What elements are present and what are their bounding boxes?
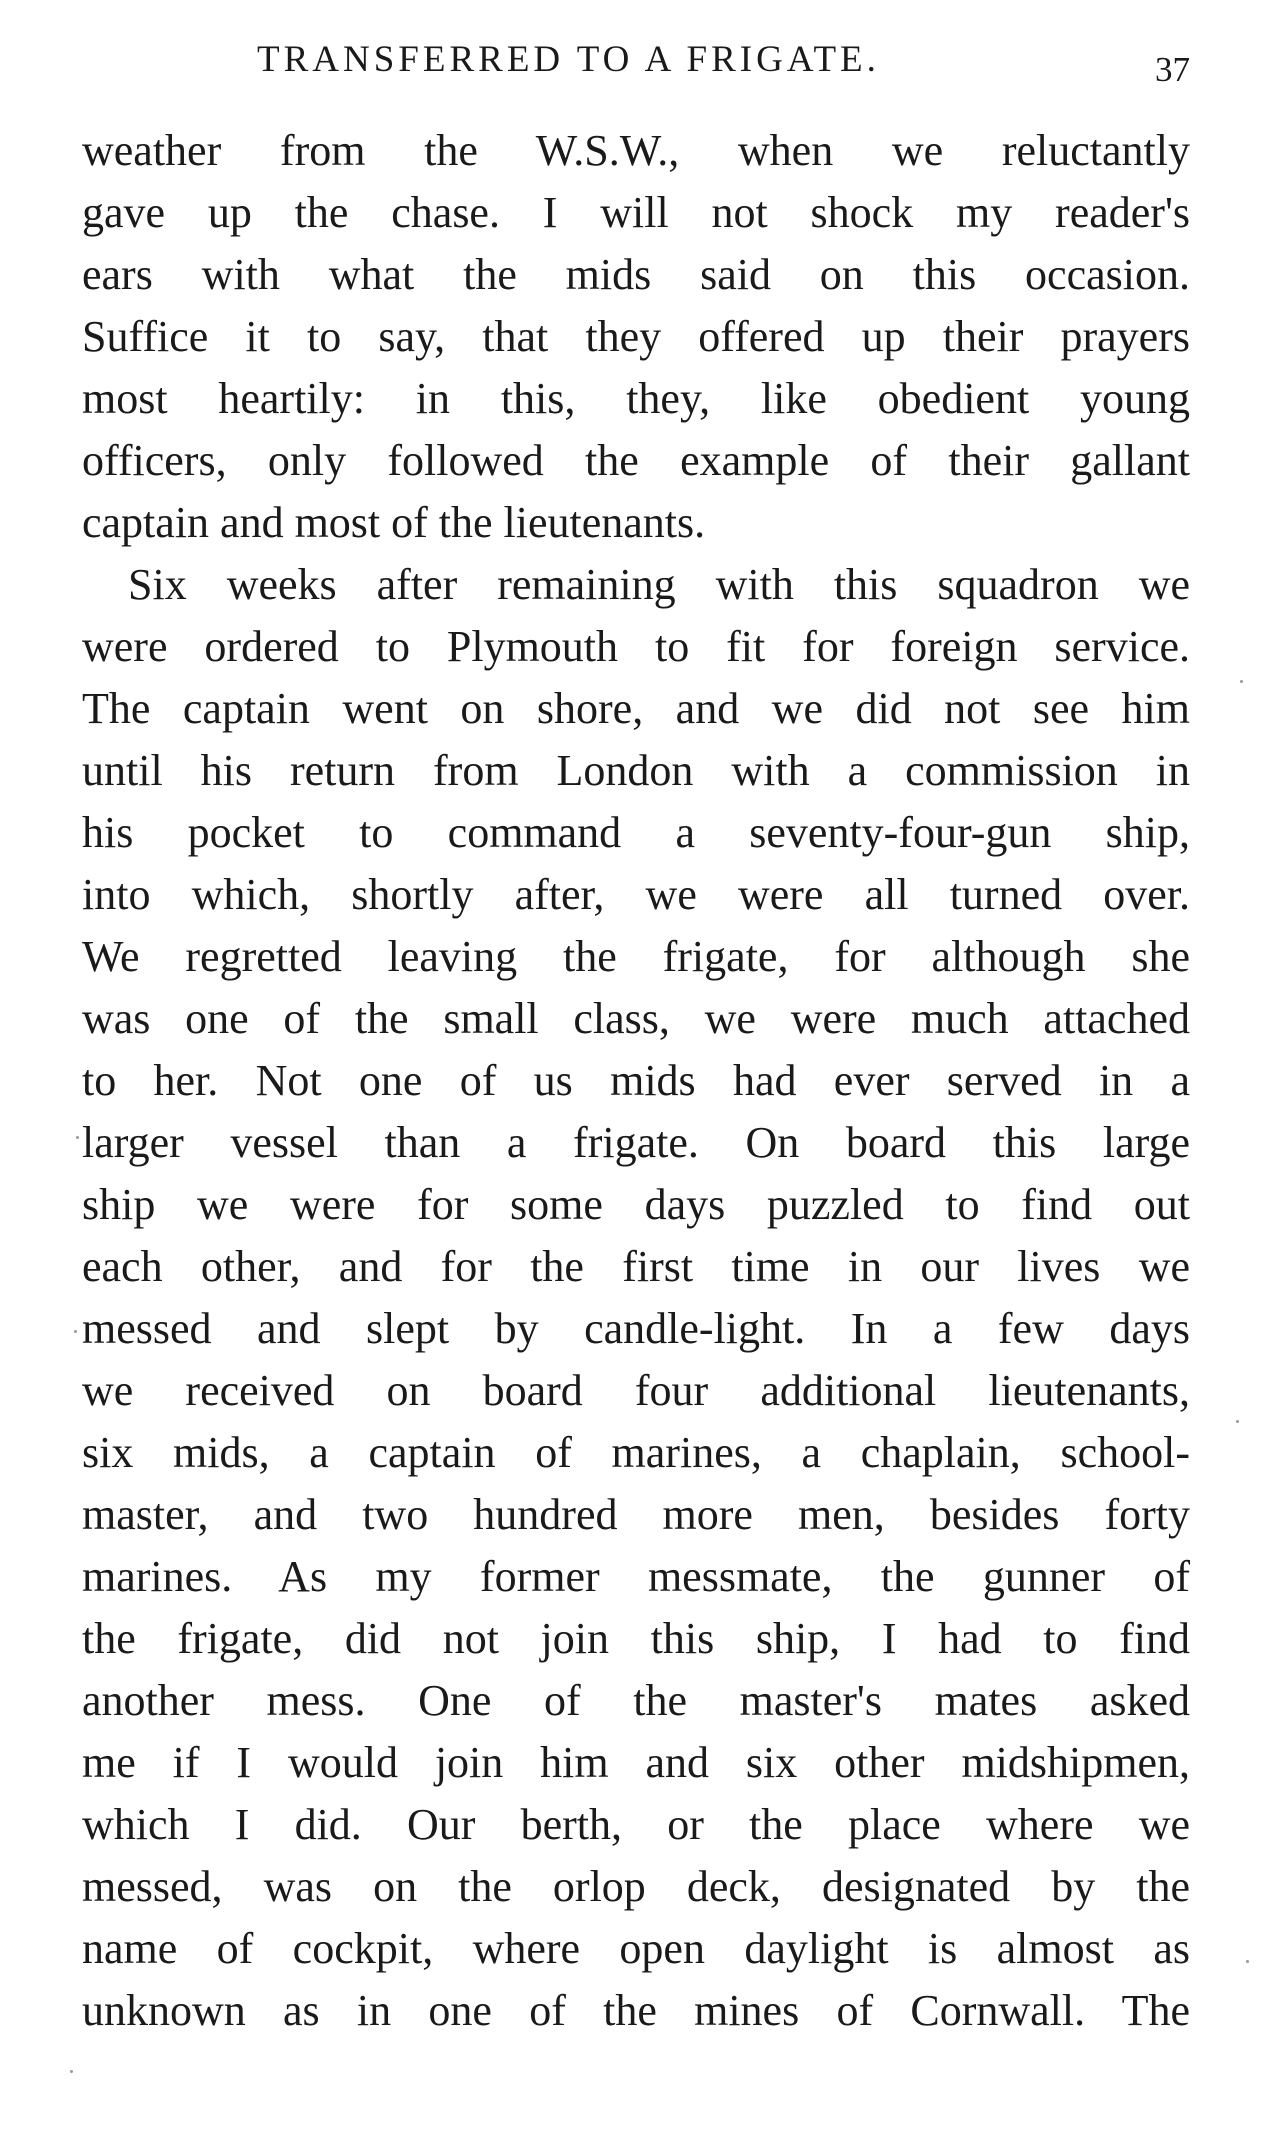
text-line: was one of the small class, we were much attached bbox=[82, 994, 1190, 1043]
text-line: which I did. Our berth, or the place where we bbox=[82, 1800, 1190, 1849]
paper-speck bbox=[1246, 1960, 1249, 1963]
paper-speck bbox=[1240, 680, 1243, 683]
text-line: six mids, a captain of marines, a chaplain, school- bbox=[82, 1428, 1190, 1477]
text-line: most heartily: in this, they, like obedient young bbox=[82, 374, 1190, 423]
text-line: messed, was on the orlop deck, designated by the bbox=[82, 1862, 1190, 1911]
text-line: weather from the W.S.W., when we reluctantly bbox=[82, 126, 1190, 175]
text-line: we received on board four additional lieutenants, bbox=[82, 1366, 1190, 1415]
text-line: master, and two hundred more men, besides forty bbox=[82, 1490, 1190, 1539]
text-line: me if I would join him and six other midshipmen, bbox=[82, 1738, 1190, 1787]
text-line: marines. As my former messmate, the gunner of bbox=[82, 1552, 1190, 1601]
text-line: another mess. One of the master's mates asked bbox=[82, 1676, 1190, 1725]
running-title: TRANSFERRED TO A FRIGATE. bbox=[257, 39, 880, 80]
body-text bbox=[82, 120, 1190, 2042]
text-line: ship we were for some days puzzled to find out bbox=[82, 1180, 1190, 1229]
text-line: The captain went on shore, and we did not see him bbox=[82, 684, 1190, 733]
paper-speck bbox=[70, 2070, 73, 2073]
text-line: Six weeks after remaining with this squadron we bbox=[128, 560, 1190, 609]
text-line: into which, shortly after, we were all turned over. bbox=[82, 870, 1190, 919]
text-line: Suffice it to say, that they offered up their prayers bbox=[82, 312, 1190, 361]
text-line: ears with what the mids said on this occasion. bbox=[82, 250, 1190, 299]
text-line: until his return from London with a commission in bbox=[82, 746, 1190, 795]
text-line: larger vessel than a frigate. On board this large bbox=[82, 1118, 1190, 1167]
text-line: to her. Not one of us mids had ever served in a bbox=[82, 1056, 1190, 1105]
text-line: messed and slept by candle-light. In a few days bbox=[82, 1304, 1190, 1353]
text-line: officers, only followed the example of their gallant bbox=[82, 436, 1190, 485]
text-line: We regretted leaving the frigate, for although she bbox=[82, 932, 1190, 981]
text-line: gave up the chase. I will not shock my reader's bbox=[82, 188, 1190, 237]
text-line: his pocket to command a seventy-four-gun ship, bbox=[82, 808, 1190, 857]
text-line: unknown as in one of the mines of Cornwall. The bbox=[82, 1986, 1190, 2035]
paper-speck bbox=[1236, 1420, 1239, 1423]
text-line: each other, and for the first time in our lives we bbox=[82, 1242, 1190, 1291]
text-line: captain and most of the lieutenants. bbox=[82, 498, 706, 547]
running-head bbox=[82, 38, 1190, 98]
paper-speck bbox=[76, 1136, 79, 1139]
text-line: name of cockpit, where open daylight is almost as bbox=[82, 1924, 1190, 1973]
paper-speck bbox=[74, 1330, 77, 1333]
page-number: 37 bbox=[1155, 50, 1190, 89]
text-line: were ordered to Plymouth to fit for foreign service. bbox=[82, 622, 1190, 671]
text-line: the frigate, did not join this ship, I had to find bbox=[82, 1614, 1190, 1663]
